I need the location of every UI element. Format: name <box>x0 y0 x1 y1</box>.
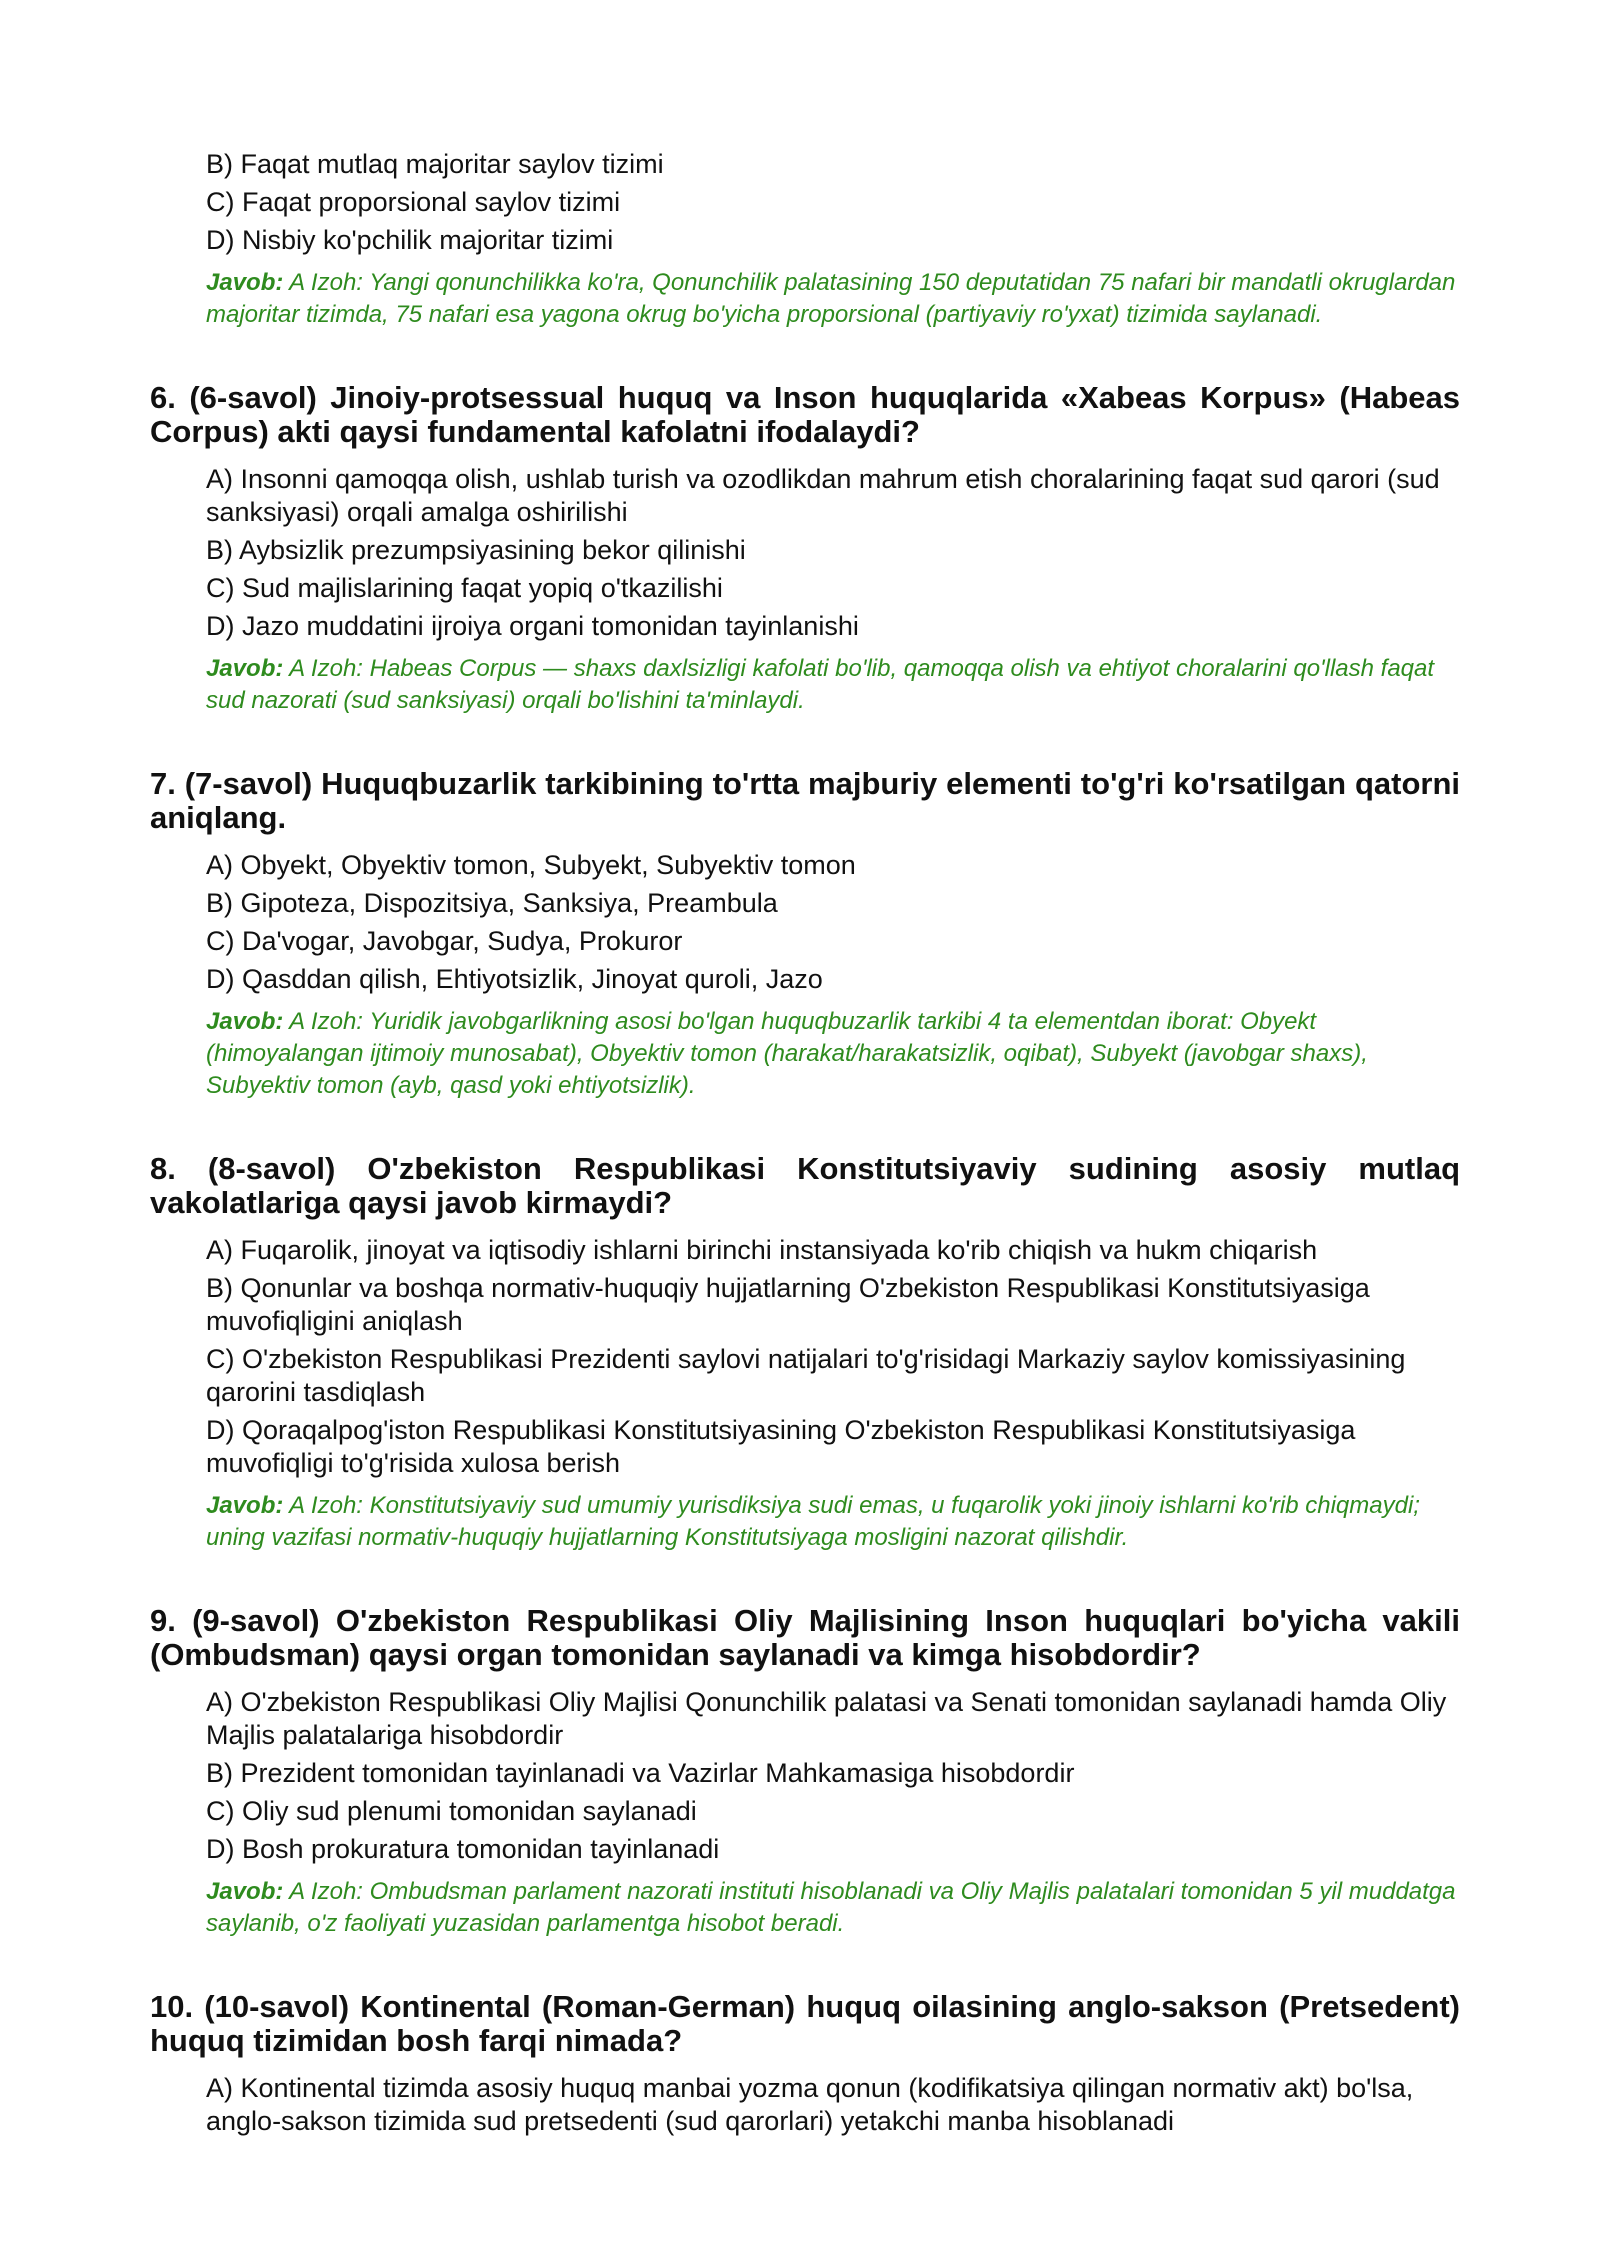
answer-text: A Izoh: Konstitutsiyaviy sud umumiy yurisdiksiya sudi emas, u fuqarolik yoki jinoiy ishlarni ko'rib chiqmaydi; uning vazifasi normativ-huquqiy hujjatlarning Konstitutsiyaga mosligini nazorat qilishdir. <box>206 1492 1420 1551</box>
option-c: C) O'zbekiston Respublikasi Prezidenti saylovi natijalari to'g'risidagi Markaziy saylov komissiyasining qarorini tasdiqlash <box>206 1344 1406 1407</box>
option-b: B) Gipoteza, Dispozitsiya, Sanksiya, Preambula <box>206 888 778 918</box>
question-10 <box>150 1990 1460 2138</box>
answer-text: A Izoh: Yangi qonunchilikka ko'ra, Qonunchilik palatasining 150 deputatidan 75 nafari bir mandatli okruglardan majoritar tizimda, 75 nafari esa yagona okrug bo'yicha proporsional (partiyaviy ro'yxat) tizimida saylanadi. <box>206 269 1456 328</box>
answer-explanation <box>206 1876 1460 1940</box>
answer-explanation <box>206 653 1460 717</box>
option-d: D) Qasddan qilish, Ehtiyotsizlik, Jinoyat quroli, Jazo <box>206 964 823 994</box>
option-d: D) Bosh prokuratura tomonidan tayinlanadi <box>206 1834 720 1864</box>
question-title: 7. (7-savol) Huquqbuzarlik tarkibining to'rtta majburiy elementi to'g'ri ko'rsatilgan qatorni aniqlang. <box>150 766 1460 835</box>
question-title: 8. (8-savol) O'zbekiston Respublikasi Konstitutsiyaviy sudining asosiy mutlaq vakolatlariga qaysi javob kirmaydi? <box>150 1151 1460 1220</box>
answer-label: Javob: <box>206 1492 284 1519</box>
options-list <box>206 463 1460 643</box>
options-list <box>206 1686 1460 1866</box>
options-list <box>206 2072 1460 2138</box>
option-c: C) Faqat proporsional saylov tizimi <box>206 187 621 217</box>
answer-label: Javob: <box>206 1878 284 1905</box>
answer-text: A Izoh: Yuridik javobgarlikning asosi bo'lgan huquqbuzarlik tarkibi 4 ta elementdan iborat: Obyekt (himoyalangan ijtimoiy munosabat), Obyektiv tomon (harakat/harakatsizlik, oqibat), Subyekt (javobgar shaxs), Subyektiv tomon (ayb, qasd yoki ehtiyotsizlik). <box>206 1008 1368 1099</box>
answer-explanation <box>206 267 1460 331</box>
question-7 <box>150 767 1460 1102</box>
answer-label: Javob: <box>206 269 284 296</box>
option-c: C) Da'vogar, Javobgar, Sudya, Prokuror <box>206 926 683 956</box>
option-a: A) O'zbekiston Respublikasi Oliy Majlisi Qonunchilik palatasi va Senati tomonidan saylanadi hamda Oliy Majlis palatalariga hisobdordir <box>206 1687 1447 1750</box>
option-d: D) Nisbiy ko'pchilik majoritar tizimi <box>206 225 614 255</box>
options-list <box>206 1234 1460 1480</box>
option-b: B) Qonunlar va boshqa normativ-huquqiy hujjatlarning O'zbekiston Respublikasi Konstitutsiyasiga muvofiqligini aniqlash <box>206 1273 1370 1336</box>
question-title: 6. (6-savol) Jinoiy-protsessual huquq va Inson huquqlarida «Xabeas Korpus» (Habeas Corpus) akti qaysi fundamental kafolatni ifodalaydi? <box>150 380 1460 449</box>
options-list <box>206 849 1460 996</box>
option-a: A) Obyekt, Obyektiv tomon, Subyekt, Subyektiv tomon <box>206 850 856 880</box>
option-a: A) Fuqarolik, jinoyat va iqtisodiy ishlarni birinchi instansiyada ko'rib chiqish va hukm chiqarish <box>206 1235 1318 1265</box>
answer-text: A Izoh: Habeas Corpus — shaxs daxlsizligi kafolati bo'lib, qamoqqa olish va ehtiyot choralarini qo'llash faqat sud nazorati (sud sanksiyasi) orqali bo'lishini ta'minlaydi. <box>206 655 1435 714</box>
option-b: B) Prezident tomonidan tayinlanadi va Vazirlar Mahkamasiga hisobdordir <box>206 1758 1075 1788</box>
option-b: B) Faqat mutlaq majoritar saylov tizimi <box>206 149 664 179</box>
question-6 <box>150 381 1460 717</box>
option-c: C) Oliy sud plenumi tomonidan saylanadi <box>206 1796 697 1826</box>
option-d: D) Qoraqalpog'iston Respublikasi Konstitutsiyasining O'zbekiston Respublikasi Konstitutsiyasiga muvofiqligi to'g'risida xulosa berish <box>206 1415 1356 1478</box>
answer-explanation <box>206 1006 1460 1102</box>
option-a: A) Insonni qamoqqa olish, ushlab turish va ozodlikdan mahrum etish choralarining faqat sud qarori (sud sanksiyasi) orqali amalga oshirilishi <box>206 464 1440 527</box>
answer-text: A Izoh: Ombudsman parlament nazorati instituti hisoblanadi va Oliy Majlis palatalari tomonidan 5 yil muddatga saylanib, o'z faoliyati yuzasidan parlamentga hisobot beradi. <box>206 1878 1456 1937</box>
question-title: 9. (9-savol) O'zbekiston Respublikasi Oliy Majlisining Inson huquqlari bo'yicha vakili (Ombudsman) qaysi organ tomonidan saylanadi va kimga hisobdordir? <box>150 1603 1460 1672</box>
question-5-continuation <box>150 148 1460 331</box>
option-d: D) Jazo muddatini ijroiya organi tomonidan tayinlanishi <box>206 611 859 641</box>
answer-label: Javob: <box>206 655 284 682</box>
question-8 <box>150 1152 1460 1554</box>
option-c: C) Sud majlislarining faqat yopiq o'tkazilishi <box>206 573 723 603</box>
option-a: A) Kontinental tizimda asosiy huquq manbai yozma qonun (kodifikatsiya qilingan normativ akt) bo'lsa, anglo-sakson tizimida sud pretsedenti (sud qarorlari) yetakchi manba hisoblanadi <box>206 2073 1414 2136</box>
answer-label: Javob: <box>206 1008 284 1035</box>
question-title: 10. (10-savol) Kontinental (Roman-German) huquq oilasining anglo-sakson (Pretsedent) huquq tizimidan bosh farqi nimada? <box>150 1989 1460 2058</box>
question-9 <box>150 1604 1460 1940</box>
option-b: B) Aybsizlik prezumpsiyasining bekor qilinishi <box>206 535 746 565</box>
options-list <box>206 148 1460 257</box>
document-page <box>150 148 1460 2143</box>
answer-explanation <box>206 1490 1460 1554</box>
